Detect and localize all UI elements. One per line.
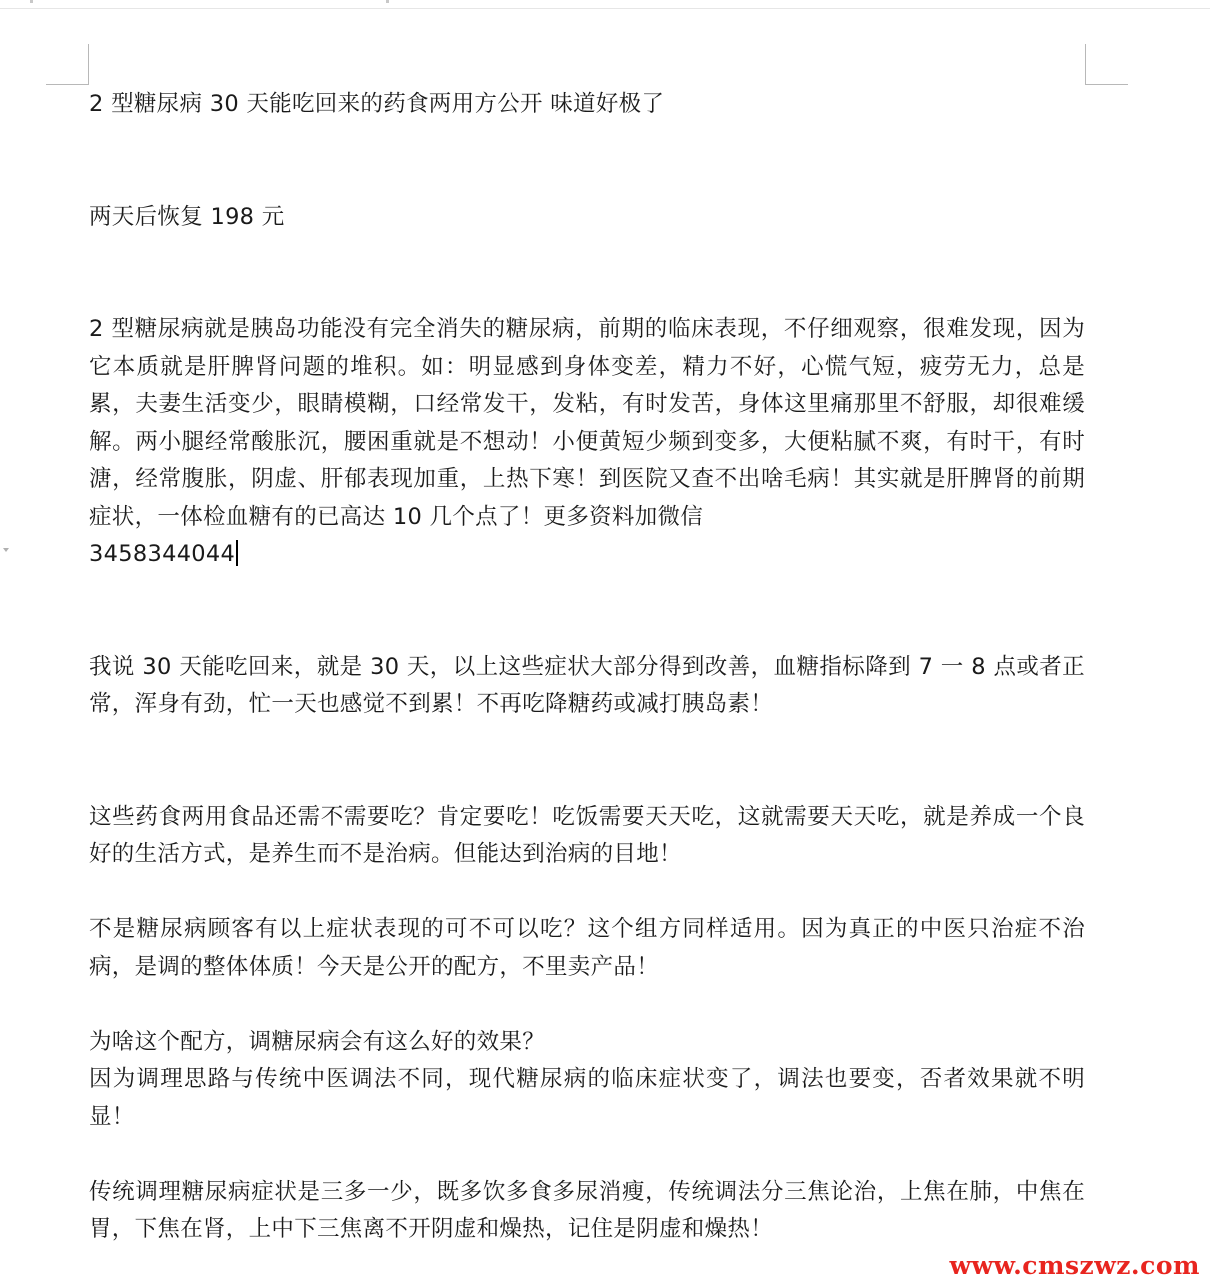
paragraph-non-diabetic: 不是糖尿病顾客有以上症状表现的可不可以吃？这个组方同样适用。因为真正的中医只治症不治病，是调的整体体质！今天是公开的配方，不里卖产品！ [89, 916, 1085, 980]
paragraph-answer: 因为调理思路与传统中医调法不同，现代糖尿病的临床症状变了，调法也要变，否者效果就不明显！ [89, 1066, 1085, 1130]
text-cursor [236, 540, 238, 566]
blank-line [89, 1136, 1085, 1174]
document-body[interactable] [89, 86, 1085, 1249]
blank-line [89, 574, 1085, 649]
ruler-tick [30, 0, 33, 3]
site-watermark: www.cmszwz.com [949, 1251, 1200, 1280]
paragraph-question: 为啥这个配方，调糖尿病会有这么好的效果？ [89, 1028, 546, 1055]
paragraph-30-days: 我说 30 天能吃回来，就是 30 天，以上这些症状大部分得到改善，血糖指标降到 7 一 8 点或者正常，浑身有劲，忙一天也感觉不到累！不再吃降糖药或减打胰岛素！ [89, 653, 1085, 717]
paragraph-symptoms-text: 2 型糖尿病就是胰岛功能没有完全消失的糖尿病，前期的临床表现，不仔细观察，很难发现，因为它本质就是肝脾肾问题的堆积。如：明显感到身体变差，精力不好，心慌气短，疲劳无力，总是累，夫妻生活变少，眼睛模糊，口经常发干，发粘，有时发苦，身体这里痛那里不舒服，却很难缓解。两小腿经常酸胀沉，腰困重就是不想动！小便黄短少频到变多，大便粘腻不爽，有时干，有时溏，经常腹胀，阴虚、肝郁表现加重，上热下寒！到医院又查不出啥毛病！其实就是肝脾肾的前期症状，一体检血糖有的已高达 10 几个点了！更多资料加微信 [89, 316, 1085, 530]
paragraph-daily-food: 这些药食两用食品还需不需要吃？肯定要吃！吃饭需要天天吃，这就需要天天吃，就是养成一个良好的生活方式，是养生而不是治病。但能达到治病的目地！ [89, 803, 1085, 867]
margin-corner-top-right [1085, 44, 1128, 85]
top-ruler [0, 0, 1210, 9]
paragraph-symptoms [89, 311, 1085, 574]
ruler-tick [386, 0, 389, 3]
paragraph-traditional: 传统调理糖尿病症状是三多一少，既多饮多食多尿消瘦，传统调法分三焦论治，上焦在肺，中焦在胃，下焦在肾，上中下三焦离不开阴虚和燥热，记住是阴虚和燥热！ [89, 1178, 1085, 1242]
blank-line [89, 986, 1085, 1024]
blank-line [89, 124, 1085, 199]
blank-line [89, 236, 1085, 311]
document-title: 2 型糖尿病 30 天能吃回来的药食两用方公开 味道好极了 [89, 91, 665, 117]
price-line: 两天后恢复 198 元 [89, 203, 285, 230]
paragraph-marker-icon [3, 548, 9, 552]
contact-number: 3458344044 [89, 541, 236, 567]
blank-line [89, 874, 1085, 912]
blank-line [89, 724, 1085, 799]
margin-corner-top-left [46, 44, 89, 85]
